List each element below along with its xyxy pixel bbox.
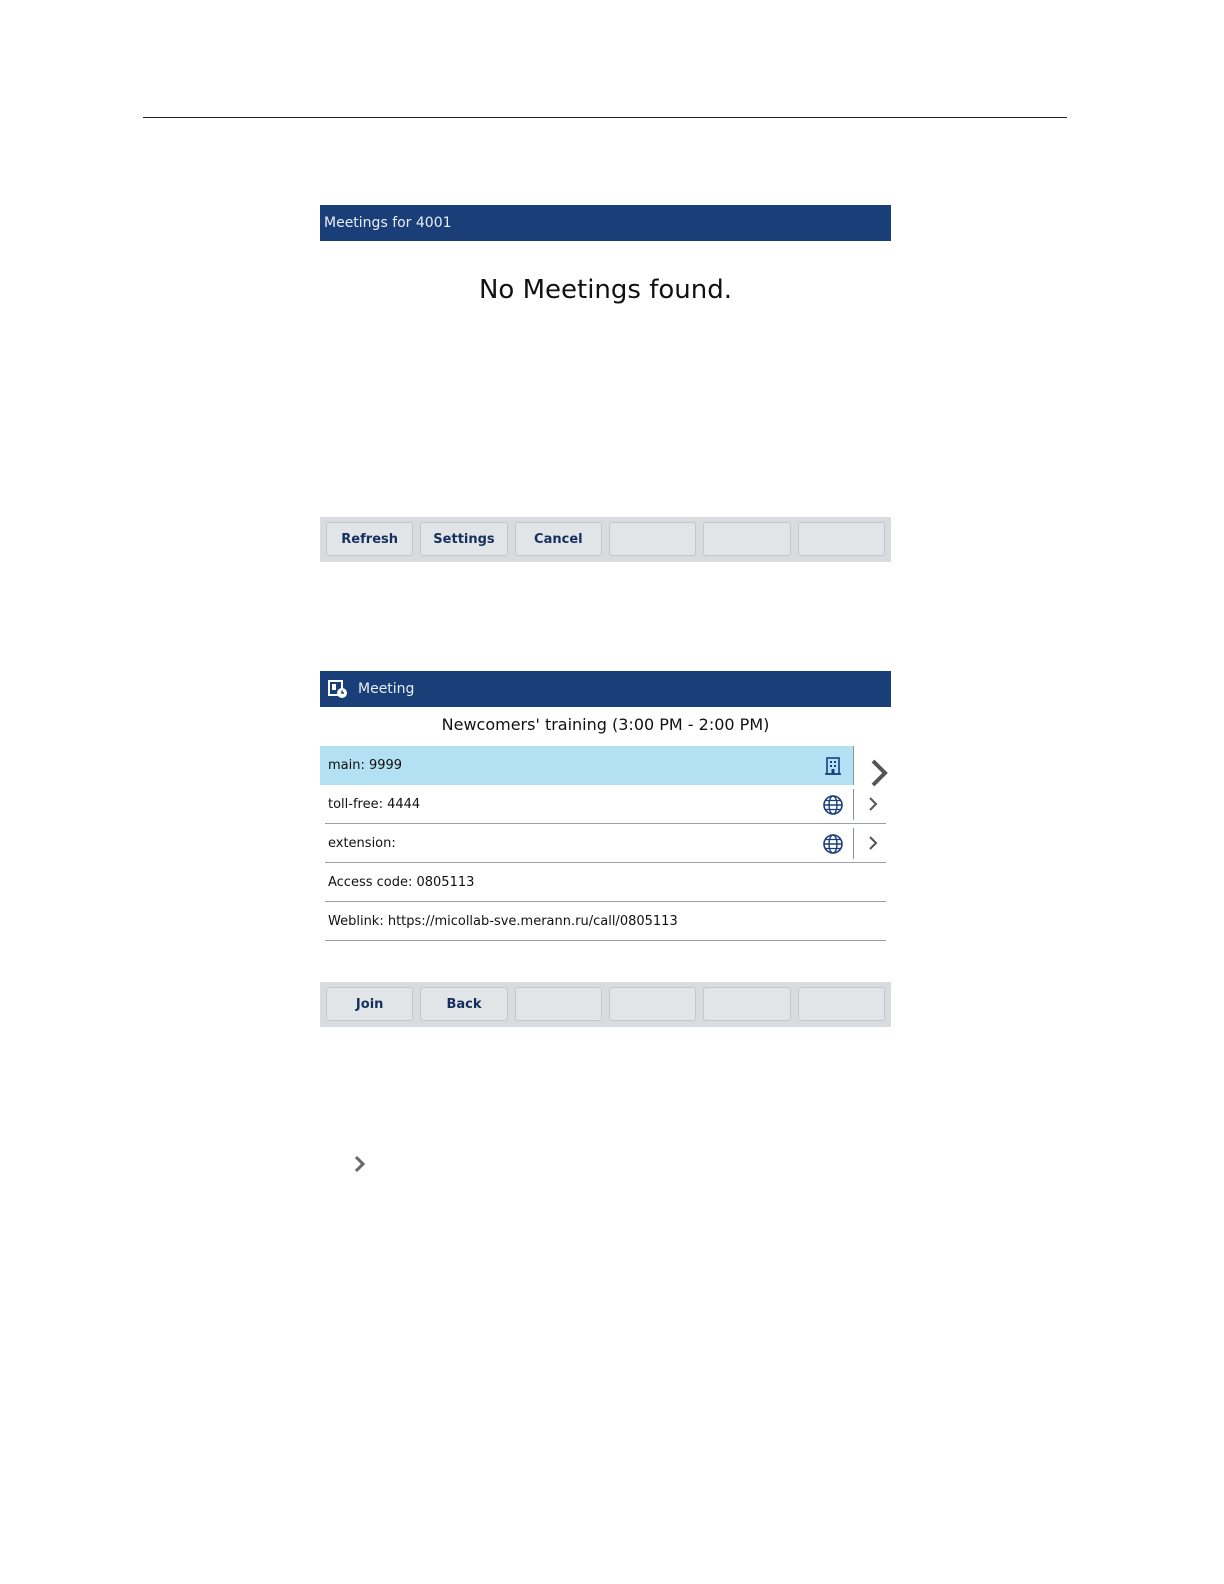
meeting-calendar-icon — [328, 678, 354, 700]
dial-extension-label: extension: — [328, 836, 396, 851]
dial-tollfree-row[interactable] — [320, 785, 891, 824]
settings-softkey[interactable]: Settings — [420, 522, 507, 556]
dial-tollfree-label: toll-free: 4444 — [328, 797, 421, 812]
empty-softkey-6[interactable] — [798, 522, 885, 556]
empty-softkey-3[interactable] — [515, 987, 602, 1021]
row-separator — [853, 789, 854, 820]
chevron-right-icon[interactable] — [867, 835, 879, 851]
no-meetings-message: No Meetings found. — [478, 275, 733, 305]
meeting-detail-title: Meeting — [358, 681, 415, 697]
row-separator — [853, 828, 854, 859]
access-code-row — [320, 863, 891, 902]
meetings-list-title: Meetings for 4001 — [324, 215, 452, 231]
meetings-list-softkey-bar — [320, 517, 891, 562]
join-softkey[interactable]: Join — [326, 987, 413, 1021]
meetings-list-screen — [320, 205, 891, 562]
globe-icon — [822, 794, 844, 816]
dial-main-label: main: 9999 — [328, 758, 403, 773]
weblink-label: Weblink: https://micollab-sve.merann.ru/call/0805113 — [328, 914, 678, 929]
weblink-row[interactable] — [320, 902, 891, 941]
meeting-name-time: Newcomers' training (3:00 PM - 2:00 PM) — [441, 715, 770, 734]
meeting-detail-screen — [320, 671, 891, 1027]
empty-softkey-5[interactable] — [703, 987, 790, 1021]
empty-softkey-5[interactable] — [703, 522, 790, 556]
chevron-right-icon — [352, 1154, 368, 1174]
chevron-right-icon[interactable] — [867, 796, 879, 812]
page-top-rule — [143, 117, 1067, 118]
meeting-info-list — [320, 746, 891, 941]
empty-softkey-6[interactable] — [798, 987, 885, 1021]
meeting-detail-titlebar — [320, 671, 891, 707]
meetings-list-titlebar — [320, 205, 891, 241]
empty-softkey-4[interactable] — [609, 987, 696, 1021]
dial-main-row[interactable] — [320, 746, 854, 785]
row-separator — [853, 746, 854, 785]
meeting-detail-softkey-bar — [320, 982, 891, 1027]
dial-extension-row[interactable] — [320, 824, 891, 863]
globe-icon — [822, 833, 844, 855]
cancel-softkey[interactable]: Cancel — [515, 522, 602, 556]
access-code-label: Access code: 0805113 — [328, 875, 475, 890]
empty-softkey-4[interactable] — [609, 522, 696, 556]
building-icon — [822, 755, 844, 777]
row-divider — [325, 940, 886, 941]
back-softkey[interactable]: Back — [420, 987, 507, 1021]
refresh-softkey[interactable]: Refresh — [326, 522, 413, 556]
